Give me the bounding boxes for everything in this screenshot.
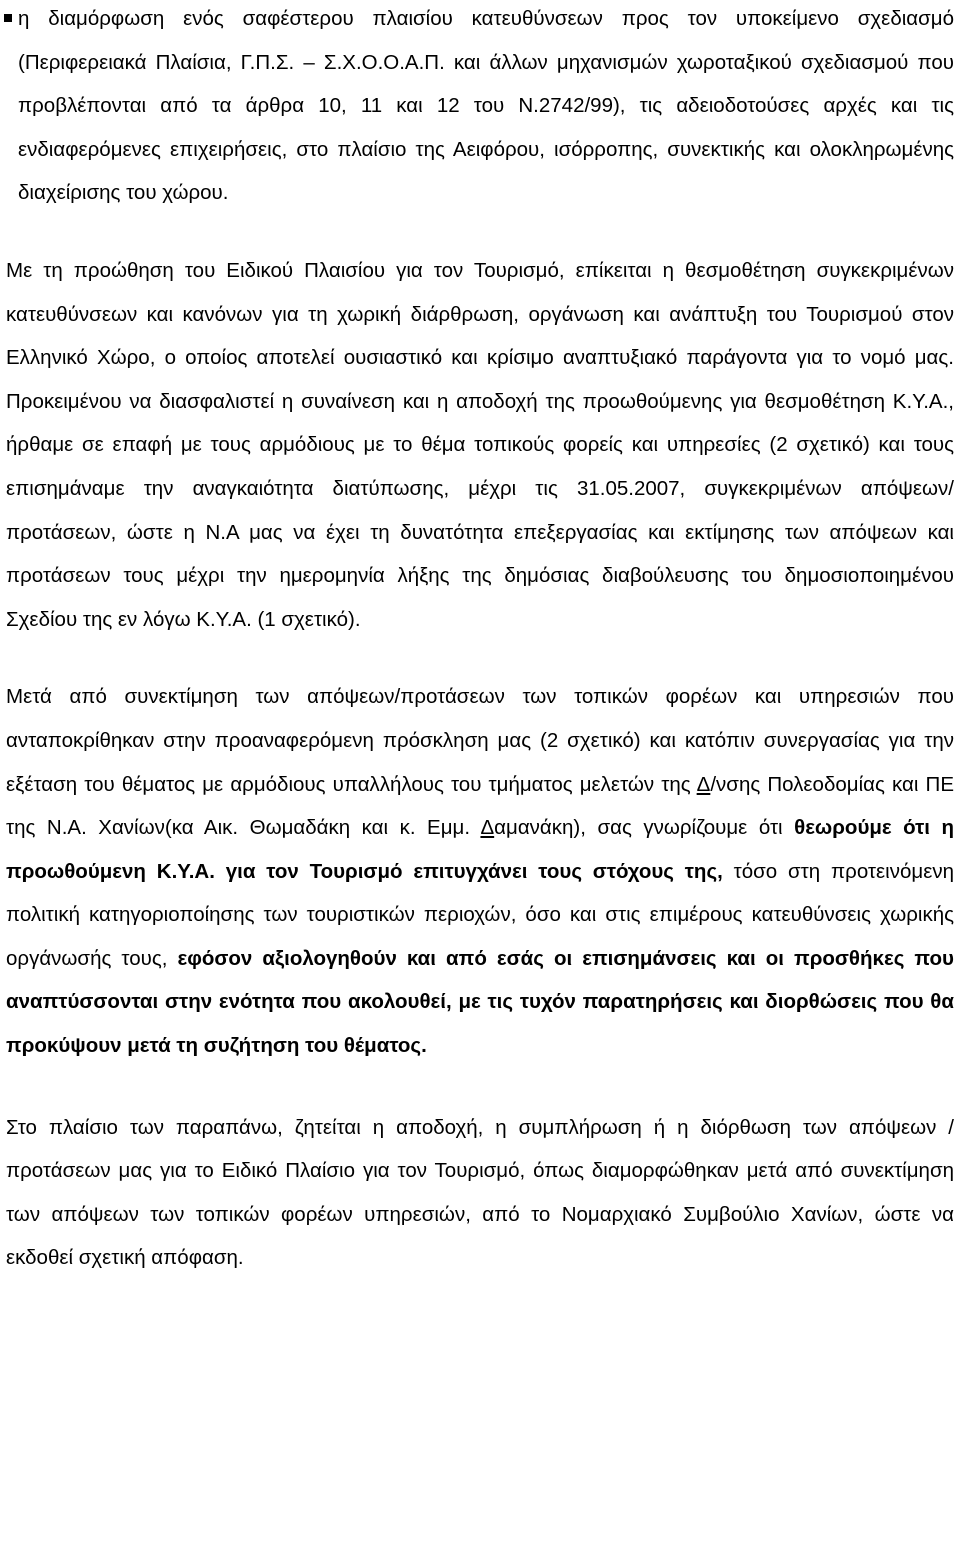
paragraph-text: /νσης Πολεοδομίας και ΠΕ της Ν.Α. Χανίων(κα Αικ. Θωμαδάκη και κ. Εμμ. (6, 772, 954, 840)
paragraph-request (6, 1106, 954, 1280)
paragraph-text: Στο πλαίσιο των παραπάνω, ζητείται η αποδοχή, η συμπλήρωση ή η διόρθωση των απόψεων / προτάσεων μας για το Ειδικό Πλαίσιο για τον Τουρισμό, όπως διαμορφώθηκαν μετά από συνεκτίμηση των απόψεων των τοπικών φορέων υπηρεσιών, από το Νομαρχιακό Συμβούλιο Χανίων, ώστε να εκδοθεί σχετική απόφαση. (6, 1115, 954, 1270)
bold-statement: εφόσον αξιολογηθούν και από εσάς οι επισημάνσεις και οι προσθήκες που αναπτύσσονται στην ενότητα που ακολουθεί, με τις τυχόν παρατηρήσεις και διορθώσεις που θα προκύψουν μετά τη συζήτηση του θέματος. (6, 946, 954, 1058)
paragraph-text: Μετά από συνεκτίμηση των απόψεων/προτάσεων των τοπικών φορέων και υπηρεσιών που ανταποκρίθηκαν στην προαναφερόμενη πρόσκληση μας (2 σχετικό) και κατόπιν συνεργασίας για την εξέταση του θέματος με αρμόδιους υπαλλήλους του τμήματος μελετών της (6, 685, 954, 796)
bullet-text: η διαμόρφωση ενός σαφέστερου πλαισίου κατευθύνσεων προς τον υποκείμενο σχεδιασμό (Περιφερειακά Πλαίσια, Γ.Π.Σ. – Σ.Χ.Ο.Ο.Α.Π. και άλλων μηχανισμών χωροταξικού σχεδιασμού που προβλέπονται από τα άρθρα 10, 11 και 12 του Ν.2742/99), τις αδειοδοτούσες αρχές και τις ενδιαφερόμενες επιχειρήσεις, στο πλαίσιο της Αειφόρου, ισόρροπης, συνεκτικής και ολοκληρωμένης διαχείρισης του χώρου. (18, 7, 954, 205)
paragraph-text: Με τη προώθηση του Ειδικού Πλαισίου για τον Τουρισμό, επίκειται η θεσμοθέτηση συγκεκριμένων κατευθύνσεων και κανόνων για τη χωρική διάρθρωση, οργάνωση και ανάπτυξη του Τουρισμού στον Ελληνικό Χώρο, ο οποίος αποτελεί ουσιαστικό και κρίσιμο αναπτυξιακό παράγοντα για το νομό μας. Προκειμένου να διασφαλιστεί η συναίνεση και η αποδοχή της προωθούμενης για θεσμοθέτηση Κ.Υ.Α., ήρθαμε σε επαφή με τους αρμόδιους με το θέμα τοπικούς φορείς και υπηρεσίες (2 σχετικό) και τους επισημάναμε την αναγκαιότητα διατύπωσης, μέχρι τις 31.05.2007, συγκεκριμένων απόψεων/προτάσεων, ώστε η Ν.Α μας να έχει τη δυνατότητα επεξεργασίας και εκτίμησης των απόψεων και προτάσεων τους μέχρι την ημερομηνία λήξης της δημόσιας διαβούλευσης του δημοσιοποιημένου Σχεδίου της εν λόγω Κ.Υ.Α. (1 σχετικό). (6, 258, 954, 631)
underlined-letter: Δ (480, 816, 495, 840)
underlined-letter: Δ (696, 772, 711, 796)
square-bullet-icon (4, 14, 12, 22)
paragraph-text: αμανάκη), σας γνωρίζουμε ότι (494, 816, 795, 840)
paragraph-tourism-framework (6, 249, 954, 641)
bullet-list-item (6, 0, 954, 215)
paragraph-text: τόσο στη προτεινόμενη πολιτική κατηγοριοποίησης των τουριστικών περιοχών, όσο και στις επιμέρους κατευθύνσεις χωρικής οργάνωσής τους, (6, 859, 954, 970)
document-page (6, 0, 954, 1280)
paragraph-assessment (6, 675, 954, 1067)
bold-statement: θεωρούμε ότι η προωθούμενη Κ.Υ.Α. για τον Τουρισμό επιτυγχάνει τους στόχους της, (6, 816, 955, 883)
